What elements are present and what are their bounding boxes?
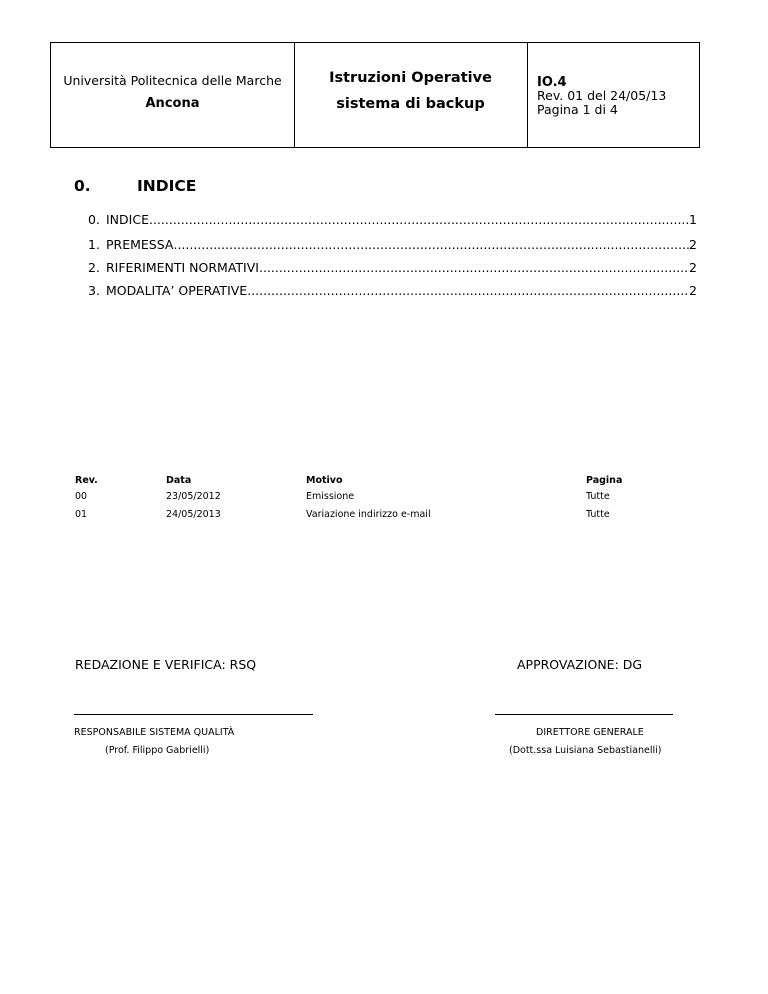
approval-label: APPROVAZIONE: DG [517, 657, 643, 672]
section-title: INDICE [137, 177, 197, 195]
rev-header-pages: Pagina [586, 475, 623, 486]
toc-entry[interactable]: 3. MODALITA’ OPERATIVE ..... 2 [88, 283, 697, 299]
rev-cell: 01 [75, 509, 88, 520]
rev-cell: Emissione [306, 491, 355, 502]
signer-name-right: (Dott.ssa Luisiana Sebastianelli) [509, 745, 662, 756]
rev-cell: Variazione indirizzo e-mail [306, 509, 431, 520]
rev-cell: 00 [75, 491, 88, 502]
toc-page: 2 [689, 237, 697, 252]
document-subject: sistema di backup [336, 96, 485, 112]
toc-label: MODALITA’ OPERATIVE [106, 283, 248, 298]
rev-cell: 24/05/2013 [166, 509, 221, 520]
toc-label: RIFERIMENTI NORMATIVI [106, 260, 259, 275]
rev-cell: Tutte [586, 491, 610, 502]
signature-line-left [74, 714, 313, 715]
rev-header-date: Data [166, 475, 192, 486]
signer-role-right: DIRETTORE GENERALE [536, 727, 644, 738]
document-code: IO.4 [537, 75, 567, 90]
signer-role-left: RESPONSABILE SISTEMA QUALITÀ [74, 727, 235, 738]
header-divider [527, 43, 528, 147]
document-type: Istruzioni Operative [329, 70, 492, 86]
toc-page: 2 [689, 260, 697, 275]
institution-city: Ancona [145, 96, 200, 111]
toc-label: PREMESSA [106, 237, 174, 252]
signer-name-left: (Prof. Filippo Gabrielli) [105, 745, 210, 756]
toc-entry[interactable]: 1. PREMESSA ..... 2 [88, 237, 697, 253]
signature-line-right [495, 714, 673, 715]
document-header [50, 42, 700, 148]
section-number: 0. [74, 177, 91, 195]
rev-cell: 23/05/2012 [166, 491, 221, 502]
header-divider [294, 43, 295, 147]
document-revision: Rev. 01 del 24/05/13 [537, 88, 667, 103]
toc-page: 1 [689, 212, 697, 227]
toc-label: INDICE [106, 212, 149, 227]
rev-header-rev: Rev. [75, 475, 98, 486]
rev-header-reason: Motivo [306, 475, 343, 486]
drafting-verification-label: REDAZIONE E VERIFICA: RSQ [75, 657, 257, 672]
rev-cell: Tutte [586, 509, 610, 520]
toc-entry[interactable]: 2. RIFERIMENTI NORMATIVI ..... 2 [88, 260, 697, 276]
toc-entry[interactable]: 0. INDICE ..... 1 [88, 212, 697, 228]
document-page: Pagina 1 di 4 [537, 102, 618, 117]
toc-page: 2 [689, 283, 697, 298]
institution-name: Università Politecnica delle Marche [63, 73, 282, 88]
